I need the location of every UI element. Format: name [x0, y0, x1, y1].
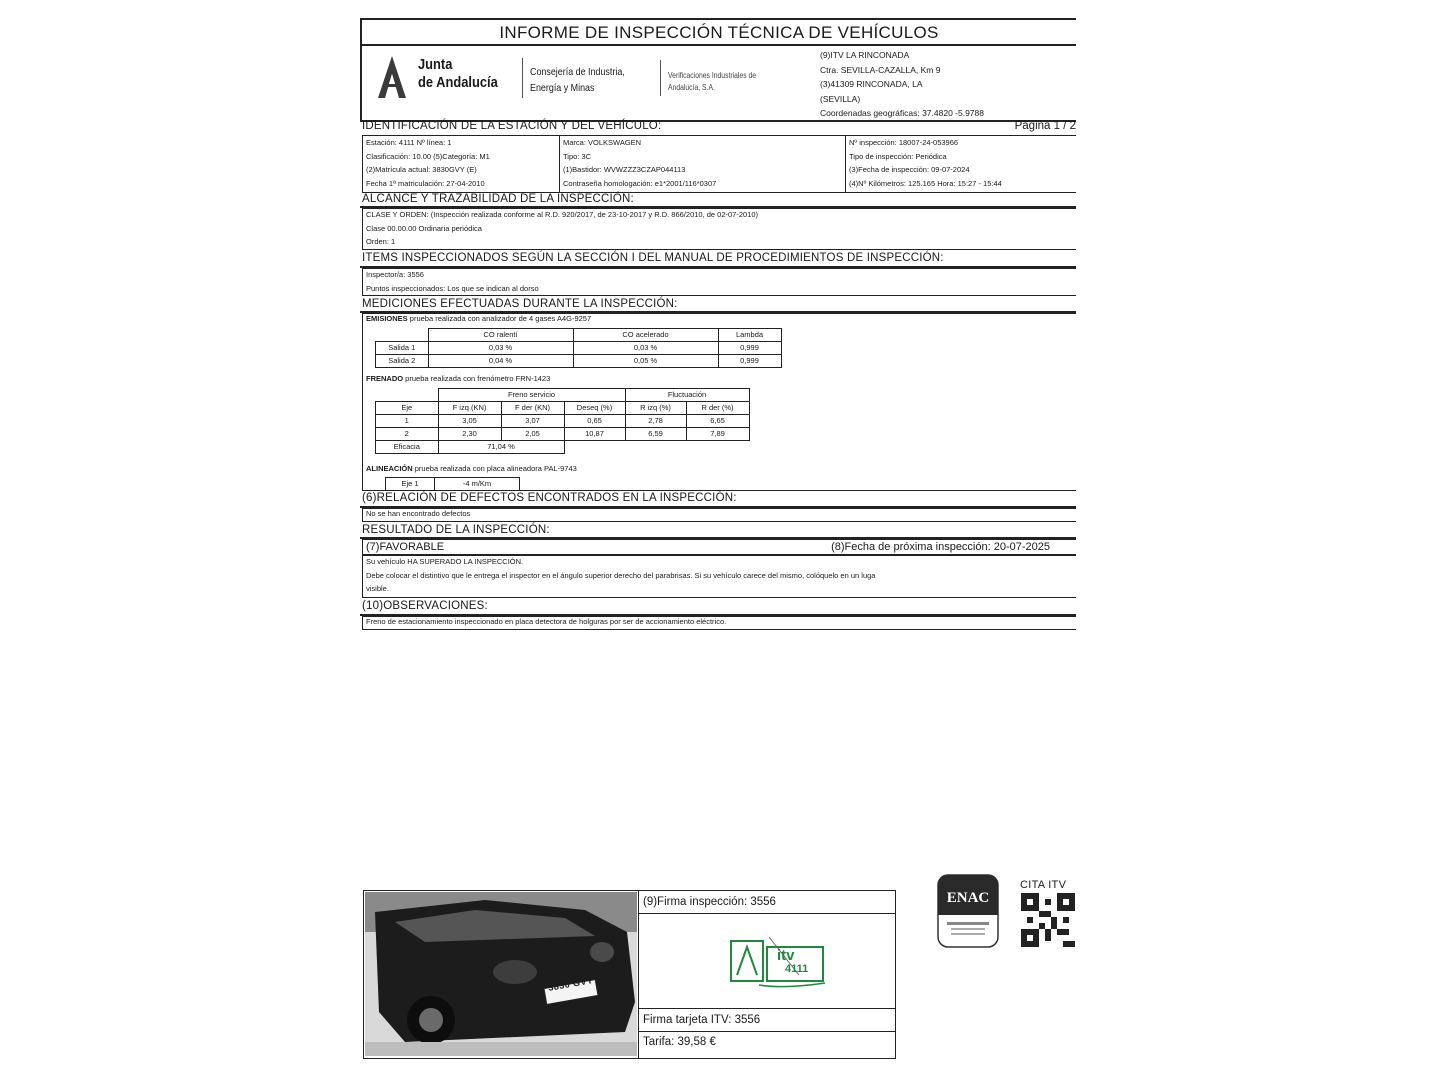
- page-number: Página 1 / 2: [1014, 120, 1076, 132]
- station-province: (SEVILLA): [820, 93, 861, 104]
- table-cell: Salida 1: [376, 342, 429, 355]
- puntos-line: Puntos inspeccionados: Los que se indican al dorso: [366, 283, 539, 293]
- frenado-label: FRENADO: [366, 374, 404, 383]
- junta-logo-icon: [376, 54, 408, 100]
- verificaciones-line-1: Verificaciones Industriales de: [668, 71, 757, 80]
- station-name: (9)ITV LA RINCONADA: [820, 50, 910, 60]
- enac-badge: [937, 874, 999, 948]
- verificaciones-text: [668, 70, 756, 94]
- inspection-number-line: Nº inspección: 18007-24-053966: [849, 138, 959, 147]
- identificacion-box: [362, 135, 1076, 193]
- id-col3: [849, 136, 1002, 190]
- eficacia-value: 71,04 %: [438, 441, 564, 454]
- table-cell: 2,78: [625, 415, 686, 428]
- divider: [845, 136, 846, 192]
- junta-logo-text: [418, 56, 498, 92]
- alineacion-table: [385, 477, 520, 491]
- table-header: F izq (KN): [438, 402, 501, 415]
- registration-date-line: Fecha 1ª matriculación: 27-04-2010: [366, 178, 485, 188]
- table-cell: Eje 1: [386, 478, 435, 491]
- defectos-title: (6)RELACIÓN DE DEFECTOS ENCONTRADOS EN LA INSPECCIÓN:: [362, 492, 737, 504]
- vehicle-photo: [365, 892, 637, 1056]
- table-row: [376, 441, 750, 454]
- table-row: [376, 355, 782, 368]
- emisiones-table: [375, 328, 782, 368]
- table-row: [386, 478, 520, 491]
- clase-line: Clase 00.00.00 Ordinaria periódica: [366, 223, 482, 233]
- resultado-lines: [366, 555, 875, 596]
- inspector-line: Inspector/a: 3556: [366, 270, 424, 279]
- plate-line: (2)Matrícula actual: 3830GVY (E): [366, 165, 477, 175]
- mediciones-box: [362, 313, 1076, 491]
- enac-text: ENAC: [946, 890, 990, 906]
- footer-box: [363, 890, 896, 1059]
- station-info: [820, 48, 984, 121]
- consejeria-line-2: Energía y Minas: [530, 82, 595, 94]
- cita-itv-label: CITA ITV: [1020, 879, 1067, 891]
- inspection-type-line: Tipo de inspección: Periódica: [849, 151, 947, 161]
- alineacion-heading: [366, 462, 577, 476]
- table-row: [376, 415, 750, 428]
- table-cell: 1: [376, 415, 439, 428]
- table-cell: Salida 2: [376, 355, 429, 368]
- table-cell: 10,87: [564, 428, 625, 441]
- inspection-date-line: (3)Fecha de inspección: 09-07-2024: [849, 165, 970, 175]
- divider: [522, 58, 523, 98]
- table-row: [376, 342, 782, 355]
- alineacion-desc: prueba realizada con placa alineadora PAL-9743: [412, 464, 577, 473]
- logo-line-1: Junta: [418, 56, 453, 73]
- table-header: R der (%): [686, 402, 749, 415]
- identificacion-title: IDENTIFICACIÓN DE LA ESTACIÓN Y DEL VEHÍCULO:: [362, 120, 662, 132]
- firma-inspeccion: (9)Firma inspección: 3556: [639, 891, 896, 914]
- table-cell: 3,05: [438, 415, 501, 428]
- table-cell: 0,03 %: [428, 342, 573, 355]
- id-col2: [563, 136, 716, 190]
- station-coords: Coordenadas geográficas: 37.4820 -5.9788: [820, 108, 984, 118]
- brand-line: Marca: VOLKSWAGEN: [563, 138, 642, 147]
- signature-panel: [638, 891, 896, 1058]
- table-cell: 2: [376, 428, 439, 441]
- orden-line: Orden: 1: [366, 237, 396, 247]
- enac-logo-icon: [937, 874, 999, 948]
- divider: [660, 60, 661, 96]
- table-cell: 6,59: [625, 428, 686, 441]
- inspection-report: [360, 16, 1076, 636]
- emisiones-desc: prueba realizada con analizador de 4 gases A4G-9257: [407, 314, 592, 323]
- classification-line: Clasificación: 10.00 (5)Categoría: M1: [366, 151, 490, 161]
- resultado-title: RESULTADO DE LA INSPECCIÓN:: [362, 524, 550, 536]
- alcance-box: [362, 208, 1076, 250]
- qr-code-icon[interactable]: [1021, 893, 1075, 947]
- stamp-text: itv: [777, 947, 795, 964]
- resultado-line-3: visible.: [366, 584, 389, 594]
- logo-line-2: de Andalucía: [418, 74, 498, 91]
- items-title: ITEMS INSPECCIONADOS SEGÚN LA SECCIÓN I DEL MANUAL DE PROCEDIMIENTOS DE INSPECCIÓN:: [362, 252, 944, 264]
- table-header: Lambda: [718, 329, 781, 342]
- alcance-lines: [366, 208, 758, 249]
- table-cell: 2,05: [501, 428, 564, 441]
- table-header: Eje: [376, 402, 439, 415]
- tarifa: Tarifa: 39,58 €: [643, 1036, 716, 1048]
- emisiones-heading: [366, 312, 591, 326]
- table-cell: 3,07: [501, 415, 564, 428]
- table-header: Deseq (%): [564, 402, 625, 415]
- resultado-text-box: [362, 554, 1076, 598]
- report-title: INFORME DE INSPECCIÓN TÉCNICA DE VEHÍCULOS: [360, 18, 1076, 46]
- firma-tarjeta: Firma tarjeta ITV: 3556: [639, 1008, 896, 1032]
- table-cell: -4 m/Km: [435, 478, 520, 491]
- next-inspection-date: (8)Fecha de próxima inspección: 20-07-2025: [831, 541, 1050, 553]
- items-lines: [366, 268, 539, 295]
- result-status: (7)FAVORABLE: [366, 541, 445, 553]
- emisiones-label: EMISIONES: [366, 314, 408, 323]
- clase-orden-line: CLASE Y ORDEN: (Inspección realizada conforme al R.D. 920/2017, de 23-10-2017 y R.D. 866/2010, de 02-07-2010): [366, 210, 759, 219]
- table-cell: 0,04 %: [428, 355, 573, 368]
- table-header: Freno servicio: [438, 389, 625, 402]
- table-header: CO ralentí: [428, 329, 573, 342]
- id-col1: [366, 136, 490, 190]
- verificaciones-line-2: Andalucía, S.A.: [668, 83, 715, 92]
- consejeria-line-1: Consejería de Industria,: [530, 66, 625, 78]
- report-header: [360, 44, 1076, 122]
- table-row: [376, 428, 750, 441]
- alineacion-label: ALINEACIÓN: [366, 464, 413, 473]
- table-header: R izq (%): [625, 402, 686, 415]
- itv-stamp: [729, 935, 829, 991]
- mediciones-title: MEDICIONES EFECTUADAS DURANTE LA INSPECCIÓN:: [362, 298, 678, 310]
- frenado-desc: prueba realizada con frenómetro FRN-1423: [403, 374, 551, 383]
- divider: [559, 136, 560, 192]
- table-cell: 0,999: [718, 342, 781, 355]
- table-cell: 7,89: [686, 428, 749, 441]
- eficacia-label: Eficacia: [376, 441, 439, 454]
- station-address: Ctra. SEVILLA-CAZALLA, Km 9: [820, 64, 941, 75]
- table-header: Fluctuación: [625, 389, 749, 402]
- observaciones-title: (10)OBSERVACIONES:: [362, 600, 488, 612]
- observaciones-line: Freno de estacionamiento inspeccionado en placa detectora de holguras por ser de accionamiento eléctrico.: [366, 617, 727, 626]
- table-cell: 0,03 %: [573, 342, 718, 355]
- resultado-line-1: Su vehículo HA SUPERADO LA INSPECCIÓN.: [366, 557, 524, 566]
- defectos-line: No se han encontrado defectos: [366, 509, 471, 518]
- table-cell: 0,999: [718, 355, 781, 368]
- type-line: Tipo: 3C: [563, 151, 592, 161]
- vin-line: (1)Bastidor: WVWZZZ3CZAP044113: [563, 165, 686, 175]
- license-plate: 3830 GVY: [547, 975, 595, 993]
- resultado-line-2: Debe colocar el distintivo que le entrega el inspector en el ángulo superior derecho del parabrisas. Si su vehículo carece del mismo, colóquelo en un luga: [366, 570, 876, 580]
- car-image: [365, 892, 637, 1056]
- km-hour-line: (4)Nº Kilómetros: 125.165 Hora: 15:27 - 15:44: [849, 178, 1002, 188]
- items-box: [362, 268, 1076, 296]
- stamp-number: 4111: [785, 963, 809, 975]
- consejeria-text: [530, 64, 625, 96]
- table-header: CO acelerado: [573, 329, 718, 342]
- homologation-line: Contraseña homologación: e1*2001/116*0307: [563, 178, 717, 188]
- station-city: (3)41309 RINCONADA, LA: [820, 79, 923, 89]
- table-cell: 0,05 %: [573, 355, 718, 368]
- table-cell: 2,30: [438, 428, 501, 441]
- observaciones-box: [362, 616, 1076, 630]
- table-cell: 6,65: [686, 415, 749, 428]
- frenado-table: [375, 388, 750, 454]
- table-header: F der (KN): [501, 402, 564, 415]
- alcance-title: ALCANCE Y TRAZABILIDAD DE LA INSPECCIÓN:: [362, 193, 634, 205]
- qr-pattern: [1021, 893, 1075, 947]
- table-cell: 0,65: [564, 415, 625, 428]
- frenado-heading: [366, 372, 550, 386]
- station-line: Estación: 4111 Nº línea: 1: [366, 138, 452, 147]
- defectos-box: [362, 508, 1076, 522]
